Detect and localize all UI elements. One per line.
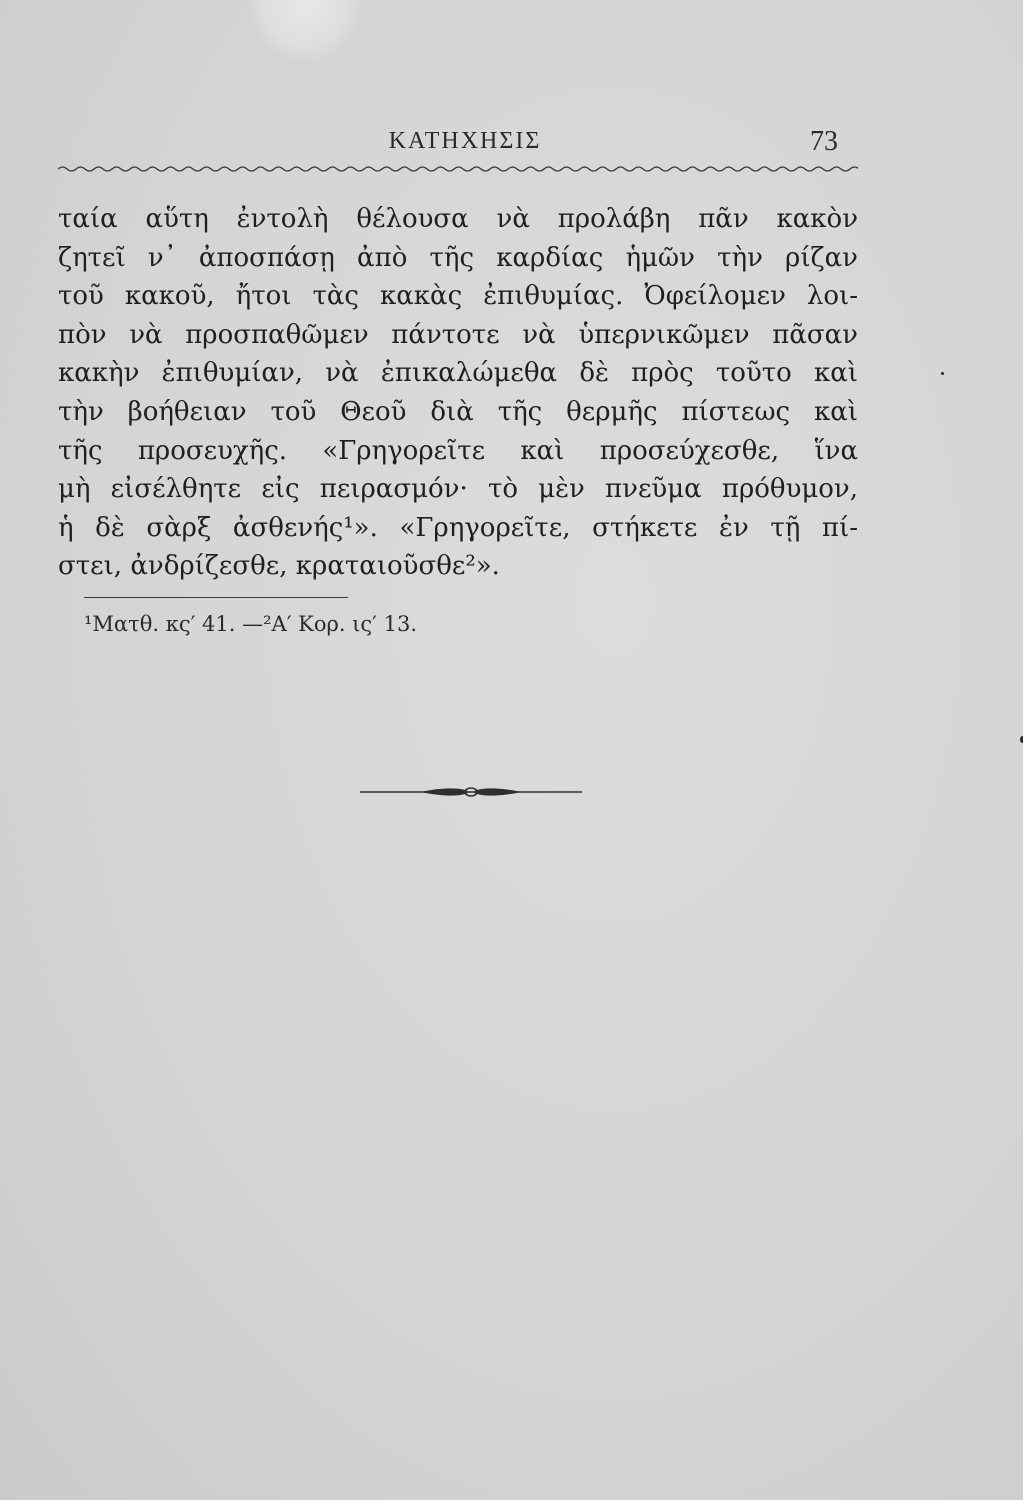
text-line: ταία αὕτη ἐντολὴ θέλουσα νὰ προλάβη πᾶν κακὸν xyxy=(58,204,858,234)
header-wavy-rule xyxy=(58,162,858,176)
text-line: στει, ἀνδρίζεσθε, κραταιοῦσθε²». xyxy=(58,551,500,582)
footnote-separator xyxy=(84,597,348,598)
page-number: 73 xyxy=(810,126,838,157)
paper-stain xyxy=(250,0,360,60)
text-line: τῆς προσευχῆς. «Γρηγορεῖτε καὶ προσεύχεσθε, ἵνα xyxy=(58,435,858,466)
text-line: τοῦ κακοῦ, ἤτοι τὰς κακὰς ἐπιθυμίας. Ὀφείλομεν λοι- xyxy=(58,281,858,312)
body-text xyxy=(58,200,858,586)
end-ornament xyxy=(360,782,582,802)
text-line: ζητεῖ ν᾽ ἀποσπάσῃ ἀπὸ τῆς καρδίας ἡμῶν τὴν ρίζαν xyxy=(58,242,858,273)
ink-speck xyxy=(941,372,944,375)
text-line: ἡ δὲ σὰρξ ἀσθενής¹». «Γρηγορεῖτε, στήκετε ἐν τῇ πί- xyxy=(58,512,858,543)
text-line: μὴ εἰσέλθητε εἰς πειρασμόν· τὸ μὲν πνεῦμα πρόθυμον, xyxy=(58,474,858,505)
text-line: κακὴν ἐπιθυμίαν, νὰ ἐπικαλώμεθα δὲ πρὸς τοῦτο καὶ xyxy=(58,358,858,389)
running-header-title: ΚΑΤΗΧΗΣΙΣ xyxy=(388,128,542,154)
text-line: πὸν νὰ προσπαθῶμεν πάντοτε νὰ ὑπερνικῶμεν πᾶσαν xyxy=(58,319,858,350)
footnotes: ¹Ματθ. κς′ 41. —²Α′ Κορ. ις′ 13. xyxy=(84,612,418,636)
text-line: τὴν βοήθειαν τοῦ Θεοῦ διὰ τῆς θερμῆς πίστεως καὶ xyxy=(58,396,858,427)
